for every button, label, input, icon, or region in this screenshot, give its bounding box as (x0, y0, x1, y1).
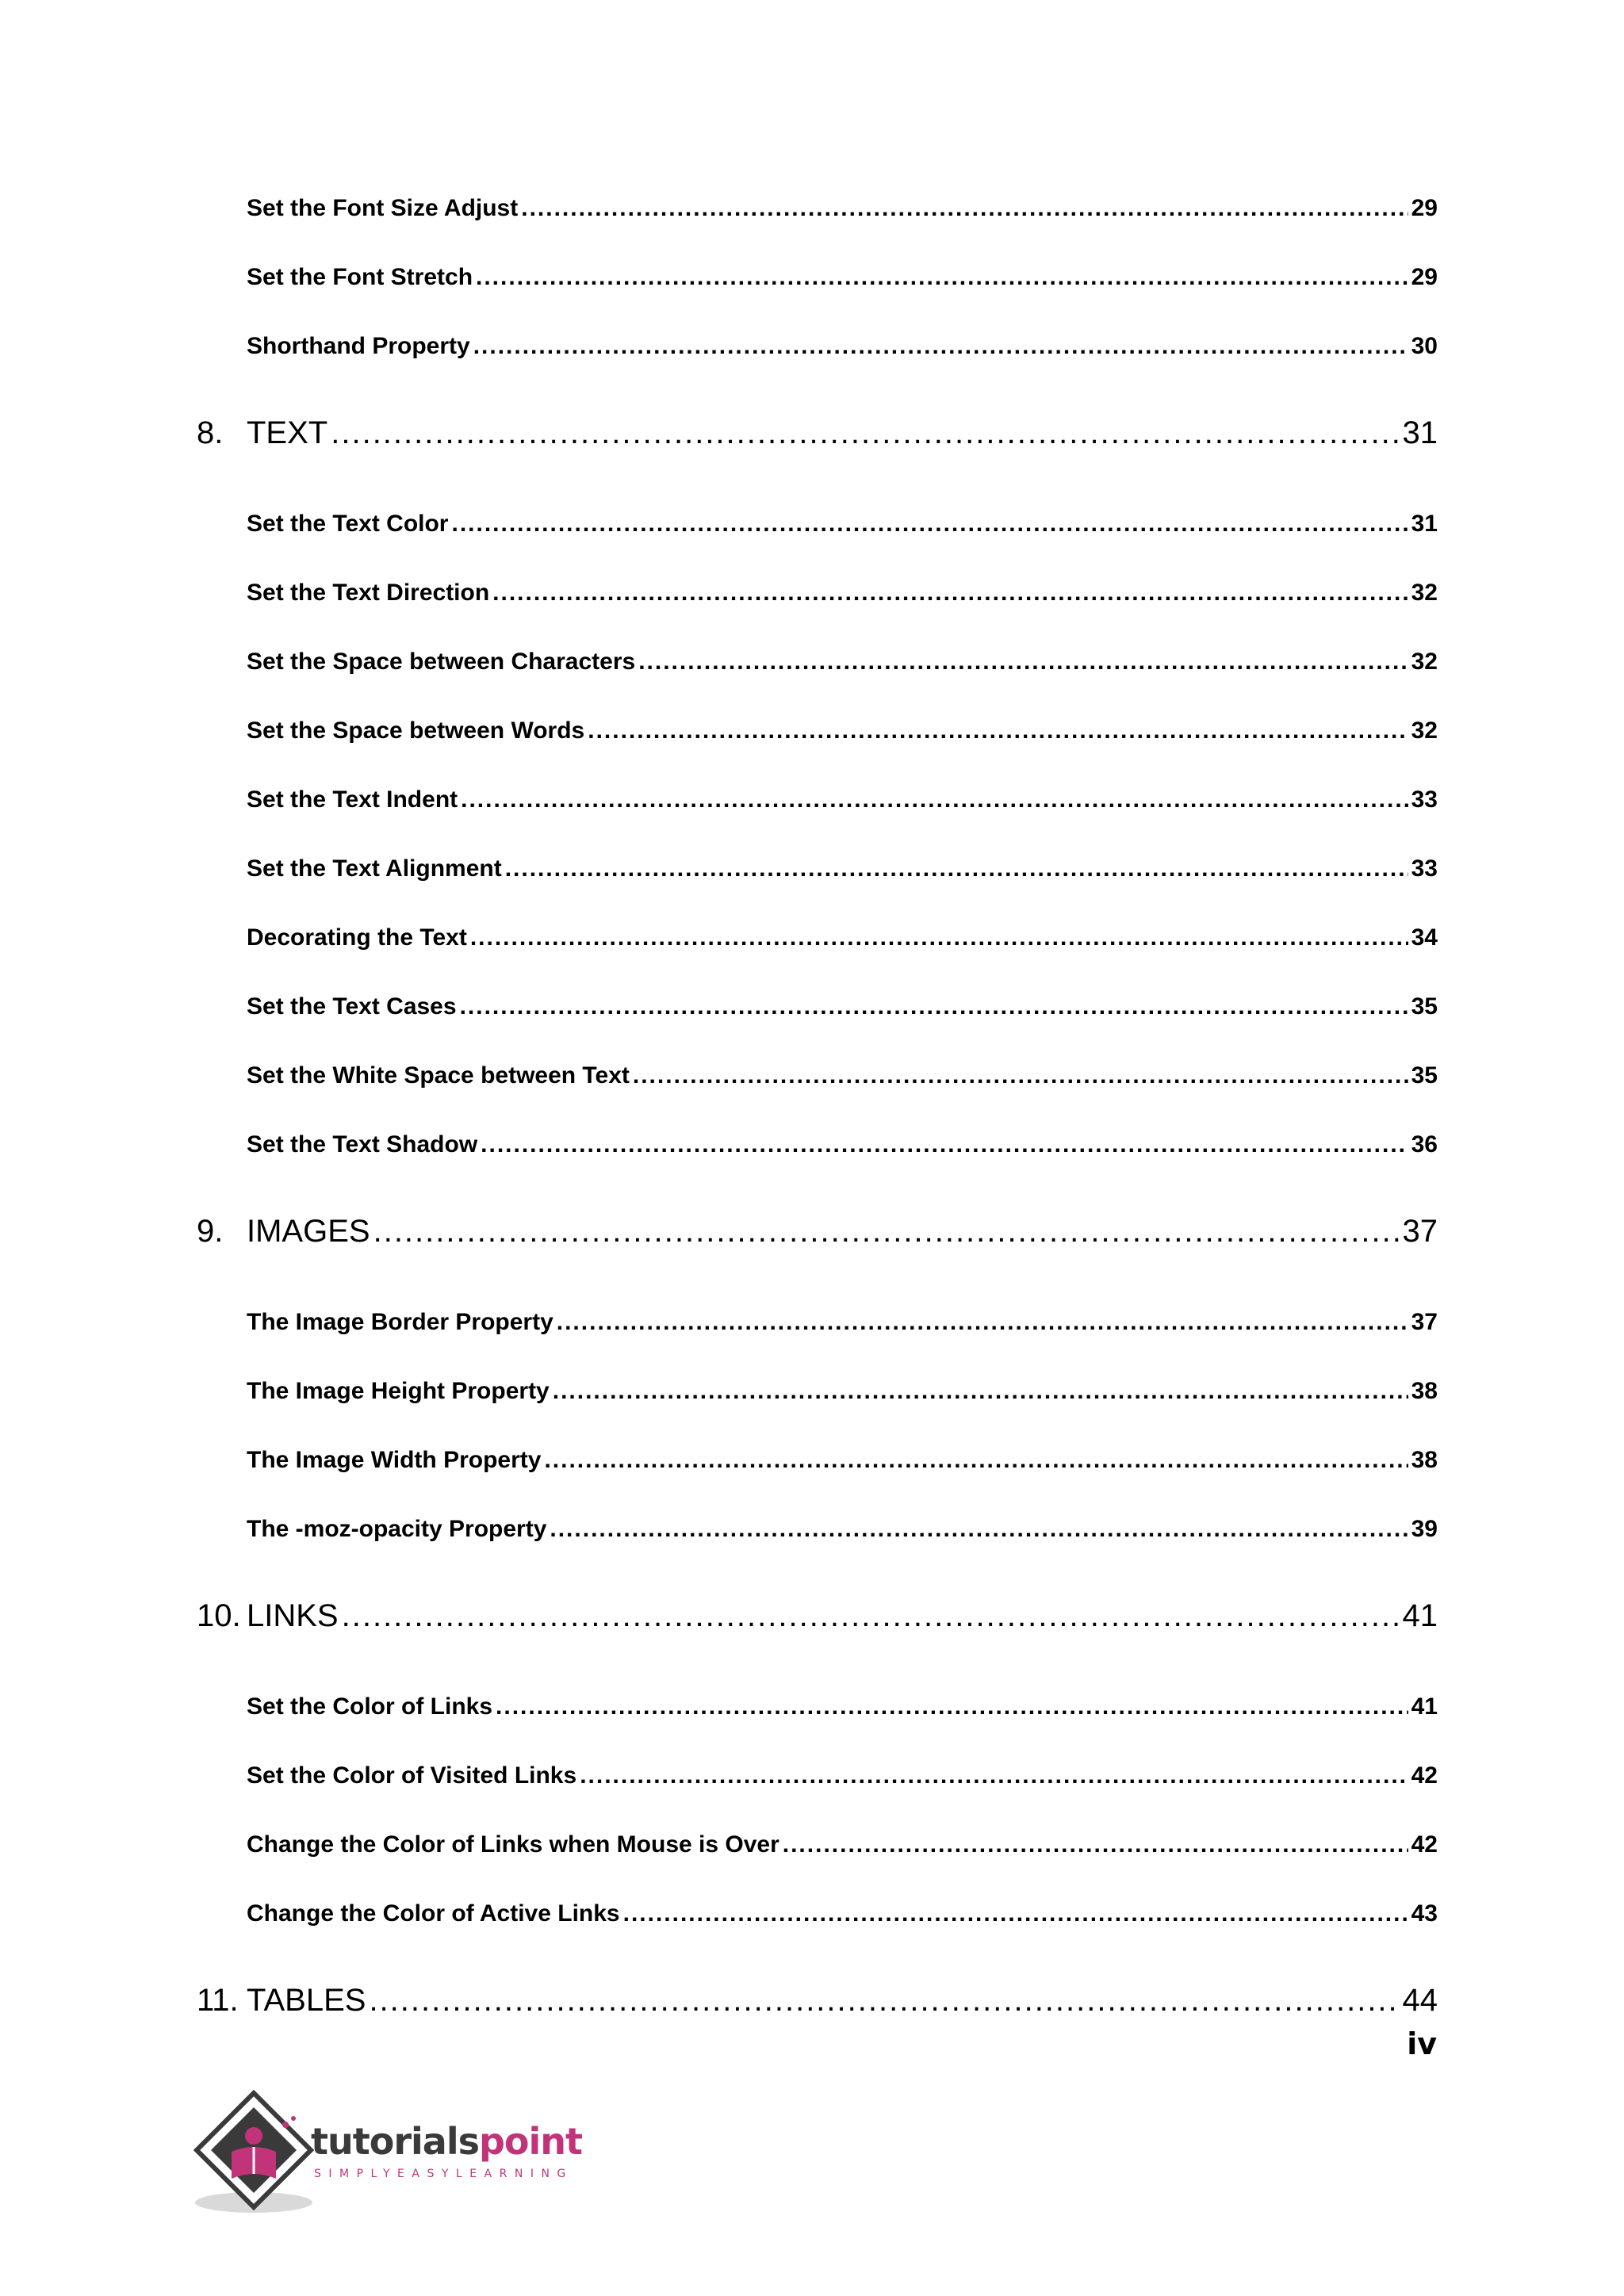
toc-chapter[interactable] (197, 1598, 1438, 1634)
toc-entry[interactable] (247, 924, 1438, 951)
toc-leader-dots (470, 924, 1408, 951)
toc-leader-dots (492, 580, 1408, 607)
toc-page-number: 36 (1411, 1131, 1438, 1158)
toc-page-number: 43 (1411, 1900, 1438, 1927)
toc-chapter[interactable] (197, 1983, 1438, 2019)
toc-chapter-number: 8. (197, 415, 224, 450)
logo-wordmark: tutorialspoint (311, 2120, 583, 2163)
toc-title: Set the Space between Words (247, 718, 585, 744)
toc-chapter[interactable] (197, 1214, 1438, 1249)
toc-entry[interactable] (247, 264, 1438, 291)
toc-entry[interactable] (247, 1378, 1438, 1405)
toc-title: Set the Color of Visited Links (247, 1762, 577, 1789)
logo-emblem-icon (193, 2090, 320, 2217)
toc-entry[interactable] (247, 1831, 1438, 1858)
toc-page-number: 42 (1411, 1831, 1438, 1858)
toc-page-number: 38 (1411, 1378, 1438, 1404)
toc-leader-dots (496, 1693, 1408, 1720)
toc-leader-dots (461, 786, 1408, 813)
toc-leader-dots (476, 264, 1408, 291)
toc-page-number: 33 (1411, 786, 1438, 813)
toc-title: Set the Text Indent (247, 786, 458, 813)
toc-chapter-number: 9. (197, 1214, 224, 1249)
toc-entry[interactable] (247, 786, 1438, 813)
toc-entry[interactable] (247, 1447, 1438, 1474)
toc-entry[interactable] (247, 1131, 1438, 1158)
toc-title: Set the Text Shadow (247, 1131, 478, 1158)
toc-leader-dots (557, 1309, 1408, 1336)
toc-entry[interactable] (247, 718, 1438, 744)
toc-leader-dots (451, 511, 1408, 538)
tutorialspoint-logo (193, 2090, 606, 2217)
toc-title: IMAGES (247, 1214, 370, 1249)
toc-chapter-number: 10. (197, 1598, 241, 1633)
toc-title: The Image Height Property (247, 1378, 550, 1404)
toc-leader-dots (331, 415, 1399, 451)
toc-entry[interactable] (247, 993, 1438, 1020)
toc-title: Set the Text Color (247, 511, 449, 537)
toc-leader-dots (505, 855, 1408, 882)
toc-title: Set the Font Stretch (247, 264, 473, 290)
toc-leader-dots (550, 1516, 1408, 1543)
toc-title: Set the Text Alignment (247, 855, 502, 882)
toc-title: The Image Border Property (247, 1309, 553, 1335)
toc-title: LINKS (247, 1598, 339, 1633)
toc-leader-dots (473, 333, 1408, 360)
toc-title: Set the Text Direction (247, 580, 490, 606)
toc-page-number: 31 (1411, 511, 1438, 537)
toc-leader-dots (633, 1062, 1408, 1089)
toc-leader-dots (638, 649, 1408, 675)
toc-leader-dots (342, 1598, 1400, 1634)
toc-page-number: 41 (1411, 1693, 1438, 1720)
toc-title: TEXT (247, 415, 328, 450)
toc-page-number: 41 (1402, 1598, 1438, 1633)
toc-entry[interactable] (247, 1062, 1438, 1089)
toc-leader-dots (521, 195, 1408, 222)
toc-title: Shorthand Property (247, 333, 470, 359)
toc-title: Set the Font Size Adjust (247, 195, 519, 221)
toc-page-number: 33 (1411, 855, 1438, 882)
toc-page-number: 32 (1411, 649, 1438, 675)
toc-entry[interactable] (247, 1693, 1438, 1720)
toc-title: The -moz-opacity Property (247, 1516, 547, 1542)
toc-page-number: 39 (1411, 1516, 1438, 1542)
toc-entry[interactable] (247, 1309, 1438, 1336)
toc-entry[interactable] (247, 511, 1438, 538)
toc-title: Decorating the Text (247, 924, 467, 951)
toc-title: The Image Width Property (247, 1447, 542, 1473)
toc-entry[interactable] (247, 333, 1438, 360)
toc-page-number: 37 (1411, 1309, 1438, 1335)
toc-page-number: 35 (1411, 1062, 1438, 1089)
toc-leader-dots (553, 1378, 1408, 1405)
toc-leader-dots (580, 1762, 1408, 1789)
toc-entry[interactable] (247, 1900, 1438, 1927)
toc-entry[interactable] (247, 1516, 1438, 1543)
toc-leader-dots (460, 993, 1408, 1020)
toc-leader-dots (373, 1214, 1400, 1249)
toc-leader-dots (623, 1900, 1408, 1927)
toc-page-number: 32 (1411, 718, 1438, 744)
toc-page-number: 31 (1402, 415, 1438, 450)
toc-leader-dots (544, 1447, 1408, 1474)
logo-tagline: SIMPLYEASYLEARNING (314, 2168, 573, 2180)
toc-entry[interactable] (247, 855, 1438, 882)
toc-chapter[interactable] (197, 415, 1438, 451)
toc-title: Set the White Space between Text (247, 1062, 630, 1089)
toc-title: Set the Space between Characters (247, 649, 636, 675)
toc-entry[interactable] (247, 195, 1438, 222)
toc-entry[interactable] (247, 580, 1438, 607)
toc-page-number: 38 (1411, 1447, 1438, 1473)
toc-title: Change the Color of Links when Mouse is Over (247, 1831, 779, 1858)
toc-title: Change the Color of Active Links (247, 1900, 620, 1927)
toc-title: Set the Text Cases (247, 993, 457, 1020)
toc-title: TABLES (247, 1983, 366, 2018)
page-number: iv (1407, 2026, 1437, 2061)
toc-page-number: 37 (1402, 1214, 1438, 1249)
toc-title: Set the Color of Links (247, 1693, 493, 1720)
toc-page-number: 35 (1411, 993, 1438, 1020)
toc-page-number: 44 (1402, 1983, 1438, 2018)
toc-chapter-number: 11. (197, 1983, 239, 2018)
toc-page-number: 30 (1411, 333, 1438, 359)
toc-page-number: 42 (1411, 1762, 1438, 1789)
toc-entry[interactable] (247, 649, 1438, 675)
toc-page-number: 34 (1411, 924, 1438, 951)
toc-page-number: 29 (1411, 195, 1438, 221)
toc-page-number: 29 (1411, 264, 1438, 290)
toc-entry[interactable] (247, 1762, 1438, 1789)
toc-leader-dots (588, 718, 1408, 744)
toc-page-number: 32 (1411, 580, 1438, 606)
toc-leader-dots (369, 1983, 1399, 2019)
toc-leader-dots (783, 1831, 1408, 1858)
toc-leader-dots (481, 1131, 1408, 1158)
